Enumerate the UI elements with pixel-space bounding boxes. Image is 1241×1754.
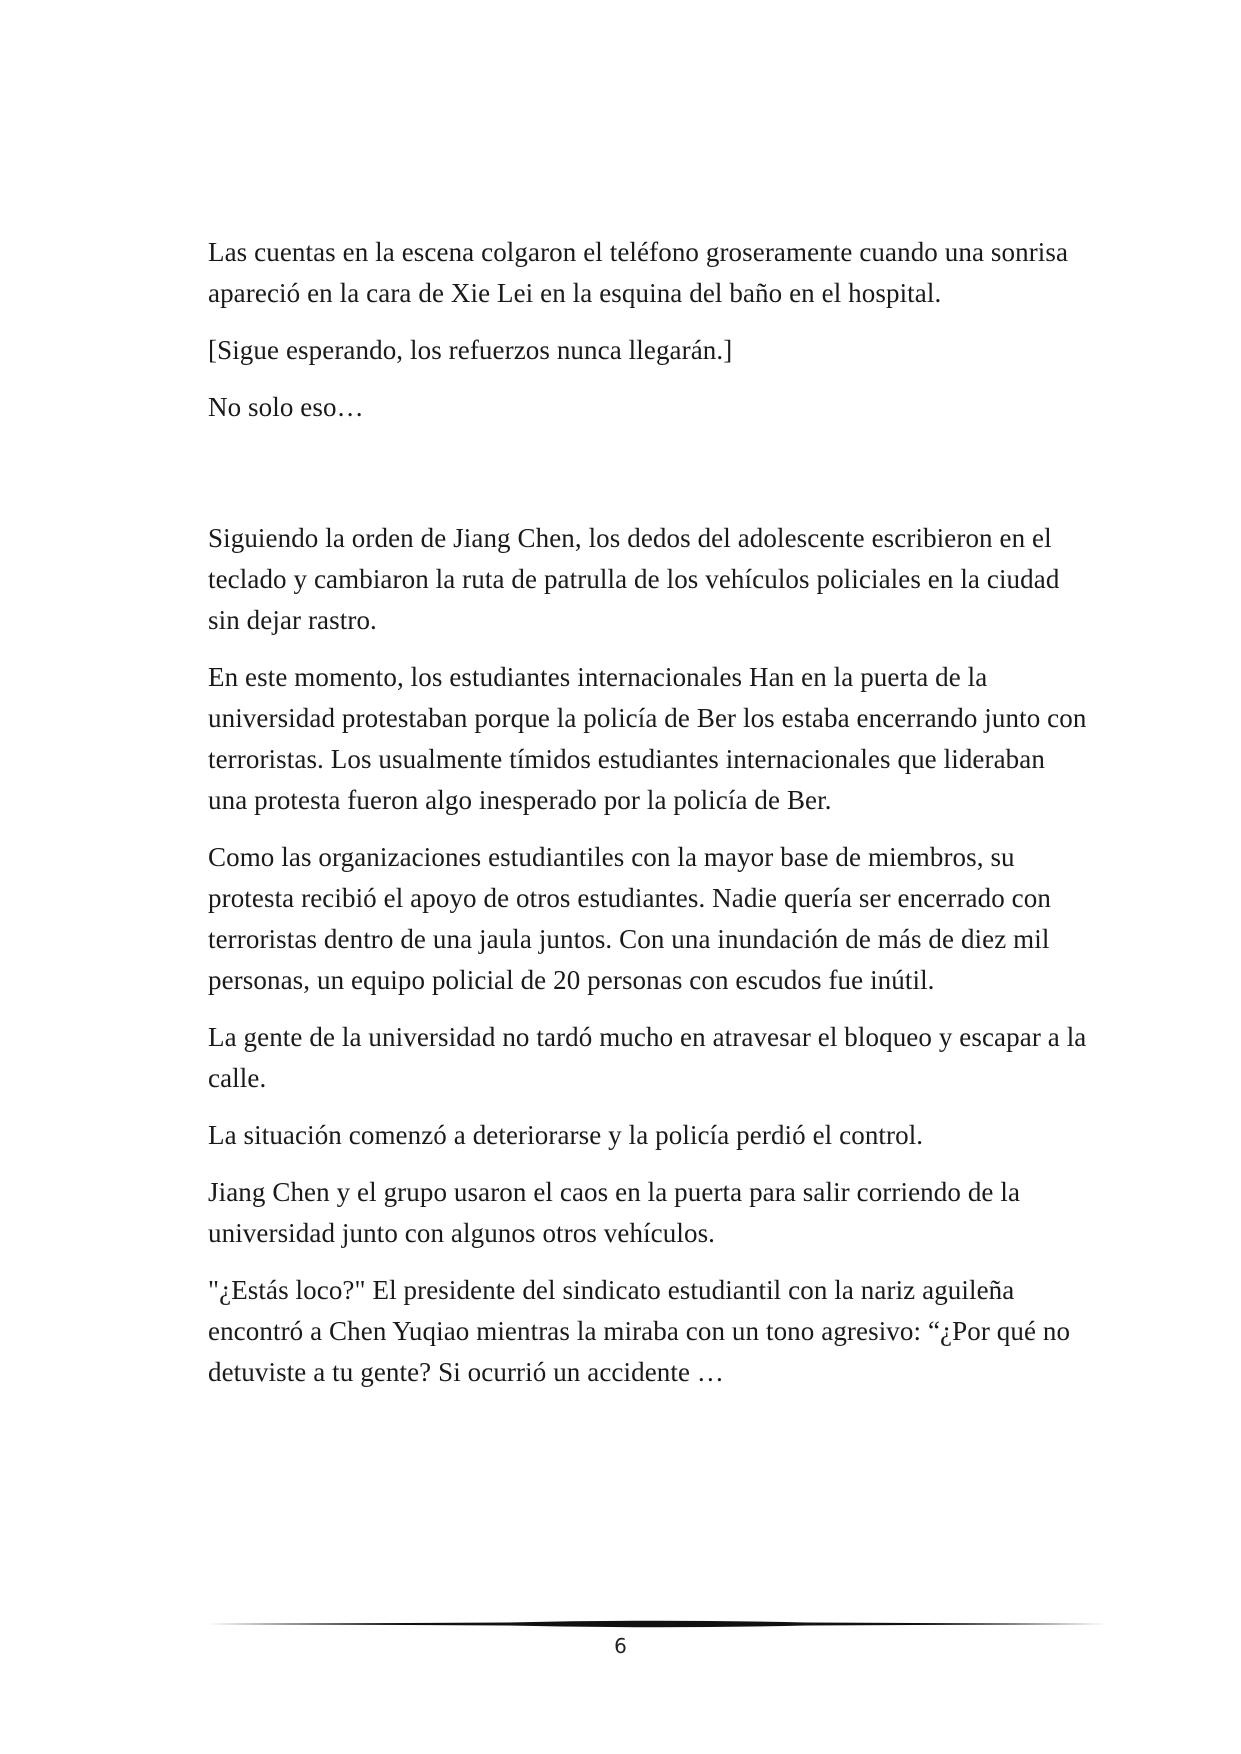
paragraph: La gente de la universidad no tardó mucho en atravesar el bloqueo y escapar a la calle. — [208, 1022, 1087, 1093]
page-body — [208, 232, 1088, 1409]
paragraph: Siguiendo la orden de Jiang Chen, los dedos del adolescente escribieron en el teclado y cambiaron la ruta de patrulla de los vehículos policiales en la ciudad sin dejar rastro. — [208, 523, 1060, 635]
page-number: 6 — [614, 1634, 627, 1658]
paragraph: Las cuentas en la escena colgaron el teléfono groseramente cuando una sonrisa apareció en la cara de Xie Lei en la esquina del baño en el hospital. — [208, 237, 1069, 308]
paragraph: En este momento, los estudiantes internacionales Han en la puerta de la universidad protestaban porque la policía de Ber los estaba encerrando junto con terroristas. Los usualmente tímidos estudiantes internacionales que lideraban una protesta fueron algo inesperado por la policía de Ber. — [208, 662, 1087, 815]
paragraph: Como las organizaciones estudiantiles con la mayor base de miembros, su protesta recibió el apoyo de otros estudiantes. Nadie quería ser encerrado con terroristas dentro de una jaula juntos. Con una inundación de más de diez mil personas, un equipo policial de 20 personas con escudos fue inútil. — [208, 842, 1051, 995]
paragraph: Jiang Chen y el grupo usaron el caos en la puerta para salir corriendo de la universidad junto con algunos otros vehículos. — [208, 1177, 1021, 1248]
paragraph: La situación comenzó a deteriorarse y la policía perdió el control. — [208, 1120, 924, 1150]
paragraph: No solo eso… — [208, 392, 364, 422]
section-gap — [208, 444, 1088, 518]
paragraph: [Sigue esperando, los refuerzos nunca llegarán.] — [208, 335, 733, 365]
footer-divider — [208, 1618, 1106, 1630]
paragraph: "¿Estás loco?" El presidente del sindicato estudiantil con la nariz aguileña encontró a Chen Yuqiao mientras la miraba con un tono agresivo: “¿Por qué no detuviste a tu gente? Si ocurrió un accidente … — [208, 1275, 1071, 1387]
